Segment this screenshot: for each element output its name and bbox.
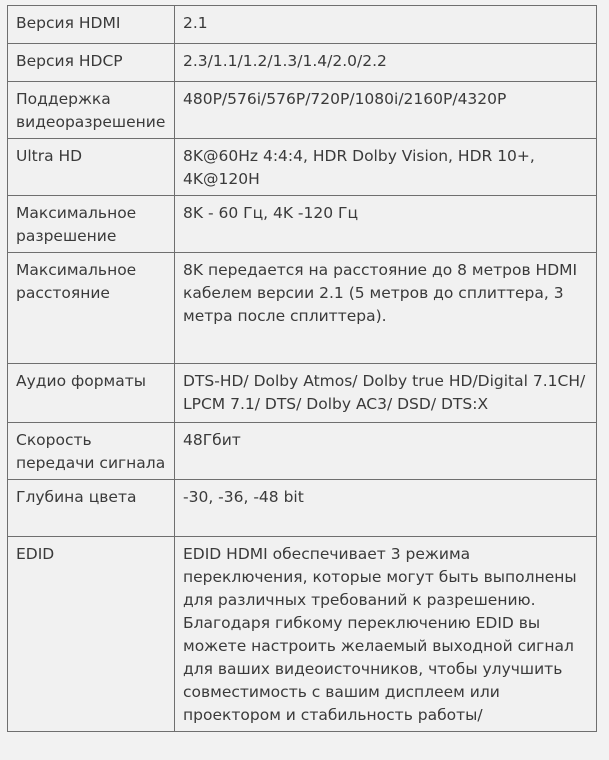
- table-row: [8, 82, 597, 139]
- table-row: [8, 44, 597, 82]
- row-label: Глубина цвета: [8, 480, 175, 537]
- row-label: Ultra HD: [8, 139, 175, 196]
- row-value: 8K передается на расстояние до 8 метров HDMI кабелем версии 2.1 (5 метров до сплиттера, 3 метра после сплиттера).: [175, 253, 597, 364]
- row-label: Максимальное разрешение: [8, 196, 175, 253]
- spec-table: [7, 5, 597, 732]
- row-label: Скорость передачи сигнала: [8, 423, 175, 480]
- row-value: 2.1: [175, 6, 597, 44]
- row-label: Максимальное расстояние: [8, 253, 175, 364]
- table-row: [8, 6, 597, 44]
- row-value: EDID HDMI обеспечивает 3 режима переключения, которые могут быть выполнены для различных требований к разрешению. Благодаря гибкому переключению EDID вы можете настроить желаемый выходной сигнал для ваших видеоисточников, чтобы улучшить совместимость с вашим дисплеем или проектором и стабильность работы/: [175, 537, 597, 732]
- row-label: Версия HDCP: [8, 44, 175, 82]
- row-label: EDID: [8, 537, 175, 732]
- row-value: 8K@60Hz 4:4:4, HDR Dolby Vision, HDR 10+, 4K@120H: [175, 139, 597, 196]
- row-label: Версия HDMI: [8, 6, 175, 44]
- table-row: [8, 537, 597, 732]
- row-value: 480P/576i/576P/720P/1080i/2160P/4320P: [175, 82, 597, 139]
- row-value: DTS-HD/ Dolby Atmos/ Dolby true HD/Digital 7.1CH/ LPCM 7.1/ DTS/ Dolby AC3/ DSD/ DTS:X: [175, 364, 597, 423]
- row-label: Аудио форматы: [8, 364, 175, 423]
- table-row: [8, 480, 597, 537]
- row-label: Поддержка видеоразрешение: [8, 82, 175, 139]
- table-row: [8, 364, 597, 423]
- row-value: 48Гбит: [175, 423, 597, 480]
- row-value: -30, -36, -48 bit: [175, 480, 597, 537]
- row-value: 2.3/1.1/1.2/1.3/1.4/2.0/2.2: [175, 44, 597, 82]
- table-row: [8, 253, 597, 364]
- row-value: 8K - 60 Гц, 4K -120 Гц: [175, 196, 597, 253]
- table-row: [8, 196, 597, 253]
- table-row: [8, 139, 597, 196]
- table-row: [8, 423, 597, 480]
